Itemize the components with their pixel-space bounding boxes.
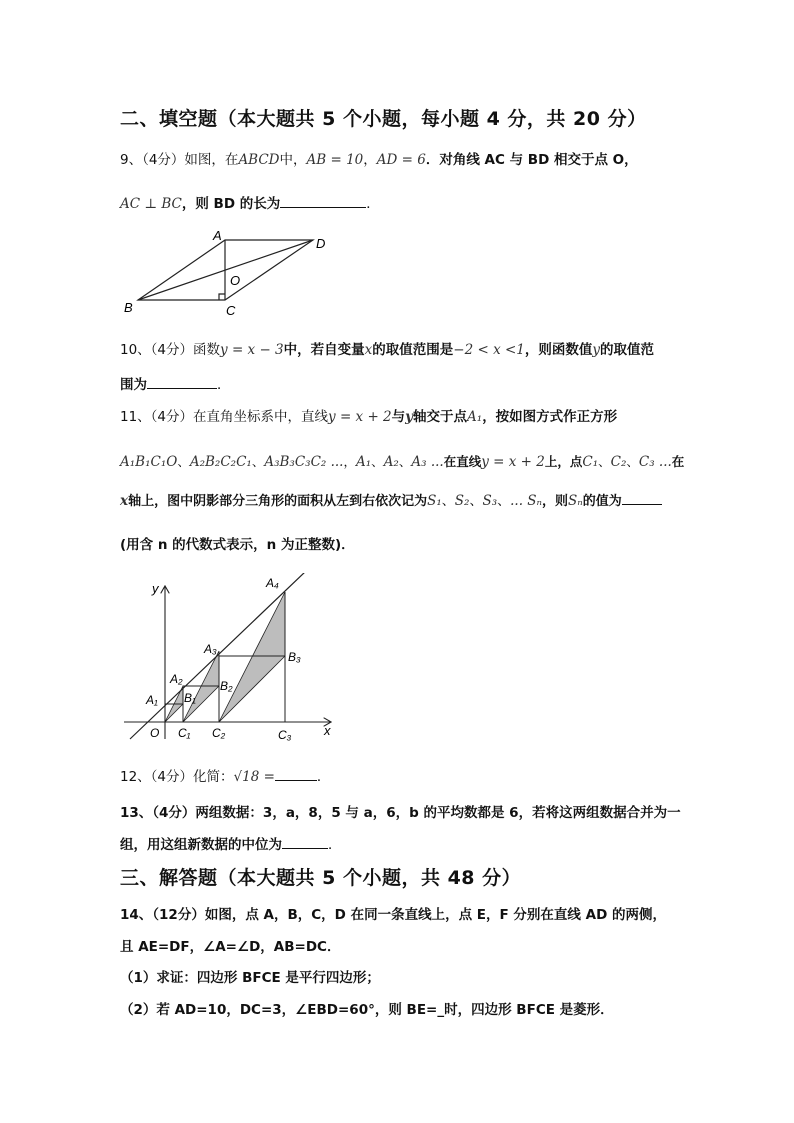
- q11-math: A₂: [383, 454, 399, 470]
- q10-number: 10、（4分）函数: [120, 342, 221, 358]
- q14-part-1: （1）求证：四边形 BFCE 是平行四边形；: [120, 970, 380, 986]
- section-2-title: 二、填空题（本大题共 5 个小题，每小题 4 分，共 20 分）: [120, 108, 647, 130]
- right-angle-mark: [219, 294, 225, 300]
- q9-parallelogram-figure: [118, 226, 338, 318]
- q10-text: ．: [217, 377, 231, 393]
- q11-math: A₂B₂C₂C₁: [189, 454, 252, 470]
- q12-math: √18 =: [233, 769, 275, 785]
- q13-line-1: 13、（4分）两组数据：3，a，8，5 与 a，6，b 的平均数都是 6，若将这两组数据合并为一: [120, 805, 681, 821]
- q11-line-4: (用含 n 的代数式表示，n 为正整数)．: [120, 537, 355, 553]
- q10-math: −2 < x <1: [453, 342, 525, 358]
- q11-text: ，则: [542, 494, 569, 509]
- label-a1: A₁: [146, 693, 158, 707]
- q12-number: 12、（4分）化简：: [120, 769, 234, 785]
- q11-math: ... Sₙ: [510, 493, 543, 509]
- label-a: A: [213, 228, 222, 243]
- q10-answer-blank[interactable]: [147, 376, 217, 389]
- q11-answer-blank[interactable]: [622, 492, 662, 505]
- q9-math-abcd: ABCD: [238, 152, 280, 168]
- q11-sep: 、: [441, 494, 455, 509]
- q11-sep: 、: [177, 454, 190, 469]
- q11-coordinate-figure: [118, 573, 340, 745]
- q11-math: S₂: [454, 493, 470, 509]
- q11-math: y = x + 2: [328, 409, 392, 425]
- q11-sep: 、: [469, 494, 483, 509]
- q11-text: 轴上，图中阴影部分三角形的面积从左到右依次记为: [128, 494, 428, 509]
- q11-math: y: [405, 409, 414, 425]
- q12-line: [120, 765, 330, 785]
- q9-math-ab: AB = 10: [306, 152, 364, 168]
- label-a3: A₃: [204, 642, 217, 656]
- section-3-title: 三、解答题（本大题共 5 个小题，共 48 分）: [120, 867, 522, 889]
- q9-math-ad: AD = 6: [376, 152, 426, 168]
- q9-text: ．: [366, 196, 380, 212]
- q11-math: C₂: [610, 454, 627, 470]
- q11-math: A₃ ...: [411, 454, 444, 470]
- q11-line-1: [120, 405, 617, 425]
- label-a4: A₄: [266, 576, 279, 590]
- q11-text: 在: [671, 454, 685, 469]
- q11-sep: 、: [598, 454, 611, 469]
- q11-line-3: [120, 490, 662, 509]
- q14-line-2: 且 AE=DF，∠A=∠D，AB=DC．: [120, 939, 341, 955]
- q10-line-1: [120, 338, 654, 358]
- label-b2: B₂: [220, 679, 233, 693]
- q11-sep: 、: [497, 494, 511, 509]
- label-b: B: [124, 300, 133, 315]
- q14-part-2: （2）若 AD=10，DC=3，∠EBD=60°，则 BE=_时，四边形 BFCE 是菱形．: [120, 1002, 614, 1018]
- q10-text: 中，若自变量: [283, 342, 365, 358]
- q11-text: 上，点: [544, 454, 583, 469]
- q11-sep: ，: [343, 454, 356, 469]
- q11-text: 在直线: [443, 454, 482, 469]
- q14-line-1: 14、（12分）如图，点 A，B，C，D 在同一条直线上，点 E，F 分别在直线 AD 的两侧，: [120, 907, 666, 923]
- label-c2: C₂: [212, 726, 226, 740]
- q11-math: y = x + 2: [481, 454, 545, 470]
- q11-math: Sₙ: [568, 493, 583, 509]
- q11-math: A₁: [356, 454, 372, 470]
- label-y: y: [152, 581, 159, 596]
- q11-math: A₁: [467, 409, 483, 425]
- q11-math: A₃B₃C₃C₂ ...: [264, 454, 344, 470]
- label-o: O: [150, 726, 160, 740]
- q11-sep: 、: [398, 454, 412, 469]
- label-a2: A₂: [170, 672, 183, 686]
- q11-text: 的值为: [582, 494, 622, 509]
- q12-text: ．: [316, 769, 331, 785]
- q13-text: 组，用这组新数据的中位为: [120, 837, 282, 853]
- q11-sep: 、: [371, 454, 384, 469]
- q9-answer-blank[interactable]: [280, 195, 366, 208]
- q9-line-1: [120, 148, 638, 168]
- q10-math: y: [592, 342, 601, 358]
- q11-math: x: [120, 493, 129, 509]
- q9-text: ，: [363, 152, 377, 168]
- label-x: x: [324, 723, 331, 738]
- q11-sep: 、: [251, 454, 265, 469]
- label-b1: B₁: [184, 691, 196, 705]
- q11-line-2: [120, 452, 684, 470]
- q10-math: x: [364, 342, 373, 358]
- shaded-triangle-s3: [219, 592, 285, 722]
- q10-line-2: [120, 373, 231, 393]
- label-c3: C₃: [278, 728, 292, 742]
- q11-text: 轴交于点: [413, 409, 468, 425]
- q11-text: 与: [391, 409, 406, 425]
- q10-math: y = x − 3: [220, 342, 284, 358]
- label-c1: C₁: [178, 726, 191, 740]
- q9-text: ，则 BD 的长为: [181, 196, 281, 212]
- q11-math: A₁B₁C₁O: [120, 454, 178, 470]
- label-b3: B₃: [288, 650, 301, 664]
- label-d: D: [316, 236, 326, 251]
- q10-text: 的取值范: [600, 342, 655, 358]
- label-c: C: [226, 303, 236, 318]
- q9-number: 9、（4分）如图，在: [120, 152, 239, 168]
- q9-line-2: [120, 192, 380, 212]
- q10-text: 的取值范围是: [372, 342, 454, 358]
- q13-line-2: [120, 833, 342, 853]
- q12-answer-blank[interactable]: [275, 768, 317, 781]
- q9-text: 中，: [279, 152, 307, 168]
- q9-text: ．对角线 AC 与 BD 相交于点 O，: [425, 152, 638, 168]
- q11-math: C₃ ...: [638, 454, 672, 470]
- q13-answer-blank[interactable]: [282, 836, 328, 849]
- q9-math-perp: AC ⊥ BC: [120, 196, 182, 212]
- q11-math: S₃: [482, 493, 498, 509]
- q10-text: 围为: [120, 377, 147, 393]
- q11-text: ，按如图方式作正方形: [482, 409, 618, 425]
- q13-text: ．: [328, 837, 342, 853]
- label-o: O: [230, 273, 241, 288]
- q11-math: S₁: [427, 493, 442, 509]
- q11-math: C₁: [582, 454, 599, 470]
- q11-sep: 、: [626, 454, 639, 469]
- q10-text: ，则函数值: [524, 342, 593, 358]
- q11-number: 11、（4分）在直角坐标系中，直线: [120, 409, 329, 425]
